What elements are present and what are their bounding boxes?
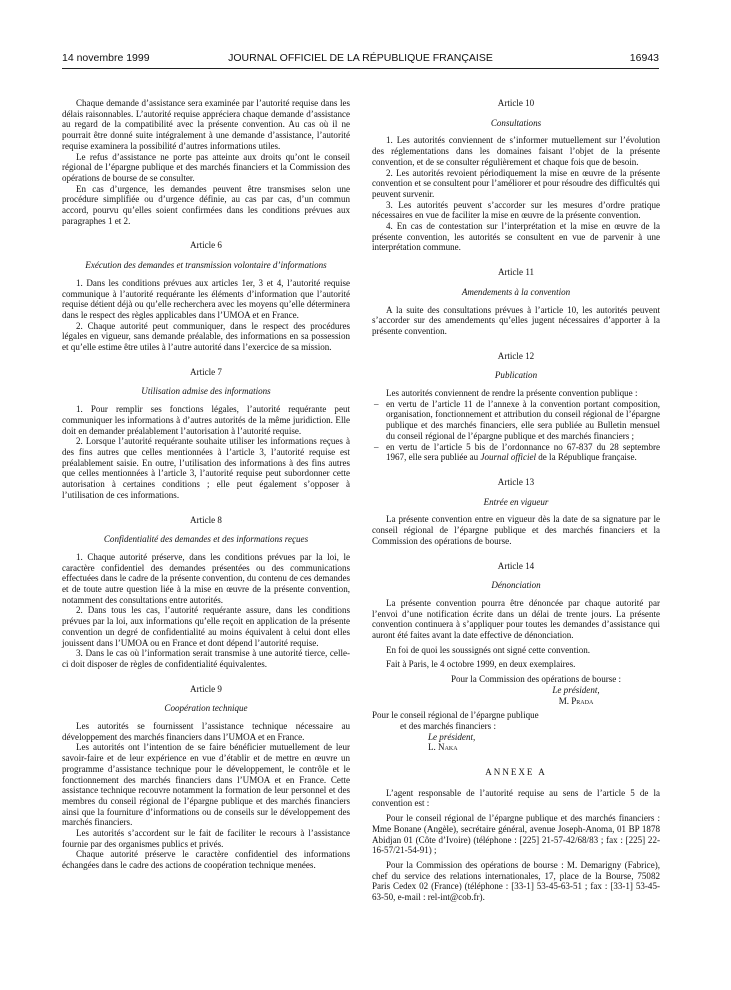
issue-date: 14 novembre 1999	[62, 52, 150, 64]
paragraph: Fait à Paris, le 4 octobre 1999, en deux exemplaires.	[386, 659, 576, 670]
paragraph: 3. Dans le cas où l’information serait transmise à une autorité tierce, celle-ci doit disposer de règles de confidentialité équivalentes.	[62, 648, 350, 669]
article-8-subtitle: Confidentialité des demandes et des informations reçues	[103, 534, 309, 545]
paragraph: 1. Dans les conditions prévues aux articles 1er, 3 et 4, l’autorité requise communique à l’autorité requérante les éléments d’information que l’autorité requise détient déjà ou qu’elle recherchera avec les moyens qu’elle déterminera dans le respect des règles applicables dans l’UMOA et en France.	[62, 277, 350, 320]
cob-signature-name: M. Prada	[558, 695, 594, 706]
paragraph: 2. Lorsque l’autorité requérante souhaite utiliser les informations reçues à des fins autres que celles mentionnées à l’article 3, l’autorité requise est préalablement saisie. En outre, l’utilisation des informations à des fins autres que celles mentionnées à l’article 3, l’autorité requise peut subordonner cette autorisation à certaines conditions ; elle peut également s’opposer à l’utilisation de ces informations.	[62, 436, 350, 500]
paragraph: 1. Chaque autorité préserve, dans les conditions prévues par la loi, le caractère confidentiel des demandes présentées ou des communications effectuées dans le cadre de la présente convention, du contenu de ces demandes et de toute autre question liée à la mise en œuvre de la présente convention, notamment des consultations entre autorités.	[62, 551, 350, 605]
cob-signature-for: Pour la Commission des opérations de bourse :	[450, 674, 622, 685]
crep-signature-for: Pour le conseil régional de l’épargne publique	[372, 710, 539, 721]
article-11-subtitle: Amendements à la convention	[461, 286, 571, 297]
article-7-heading: Article 7	[190, 366, 222, 377]
article-10-subtitle: Consultations	[490, 117, 542, 128]
right-column	[372, 98, 660, 903]
paragraph: Les autorités conviennent de rendre la présente convention publique :	[386, 388, 638, 399]
article-9-subtitle: Coopération technique	[164, 703, 248, 714]
paragraph: L’agent responsable de l’autorité requise au sens de l’article 5 de la convention est :	[372, 787, 660, 809]
article-10-heading: Article 10	[497, 98, 535, 108]
paragraph: La présente convention entre en vigueur dès la date de sa signature par le conseil régional de l’épargne publique et des marchés financiers et la Commission des opérations de bourse.	[372, 514, 660, 546]
article-14-heading: Article 14	[497, 560, 535, 571]
crep-signature-name: L. Naka	[428, 742, 458, 753]
list-item-text: en vertu de l’article 5 bis de l’ordonnance no 67-837 du 28 septembre 1967, elle sera publiée au	[386, 441, 660, 463]
journal-officiel-mention: Journal officiel	[480, 452, 536, 463]
paragraph: Le refus d’assistance ne porte pas atteinte aux droits qu’ont le conseil régional de l’épargne publique et des marchés financiers et la Commission des opérations de bourse de se consulter.	[62, 151, 350, 183]
paragraph: En cas d’urgence, les demandes peuvent être transmises selon une procédure simplifiée ou d’urgence définie, au cas par cas, d’un commun accord, pourvu qu’elles soient confirmées dans les conditions prévues aux paragraphes 1 et 2.	[62, 183, 350, 226]
paragraph: Chaque autorité préserve le caractère confidentiel des informations échangées dans le cadre des actions de coopération technique menées.	[62, 849, 350, 871]
article-8-heading: Article 8	[190, 514, 222, 525]
paragraph: 1. Pour remplir ses fonctions légales, l’autorité requérante peut communiquer les informations à d’autres autorités de la même juridiction. Elle doit en demander préalablement l’autorisation à l’autorité requise.	[62, 404, 350, 436]
paragraph: 2. Dans tous les cas, l’autorité requérante assure, dans les conditions prévues par la loi, aux informations qu’elle reçoit en application de la présente convention un degré de confidentialité au moins équivalent à celui dont elles jouissent dans l’UMOA ou en France et dont dépend l’autorité requise.	[62, 605, 350, 648]
list-item	[372, 442, 660, 463]
page-number: 16943	[629, 52, 659, 64]
paragraph: Les autorités ont l’intention de se faire bénéficier mutuellement de leur savoir-faire et de leur expérience en vue d’établir et de mettre en œuvre un programme d’assistance technique pour le développement, le contrôle et le fonctionnement des marchés financiers dans l’UMOA et en France. Cette assistance technique recouvre notamment la formation de leur personnel et des membres du conseil régional de l’épargne publique et des marchés financiers ainsi que la fourniture d’informations ou de conseils sur le développement des marchés financiers.	[62, 742, 350, 828]
paragraph: Chaque demande d’assistance sera examinée par l’autorité requise dans les délais raisonnables. L’autorité requise appréciera chaque demande d’assistance au regard de la compatibilité avec la présente convention. Au cas où il ne pourrait être donné suite intégralement à une demande d’assistance, l’autorité requise examinera la possibilité d’autres informations utiles.	[62, 98, 350, 151]
article-6-heading: Article 6	[190, 240, 222, 251]
paragraph: 2. Les autorités revoient périodiquement la mise en œuvre de la présente convention et se consultent pour l’améliorer et pour résoudre des difficultés qui peuvent survenir.	[372, 167, 660, 199]
publication-list	[372, 399, 660, 463]
paragraph: 1. Les autorités conviennent de s’informer mutuellement sur l’évolution des réglementations dans les domaines faisant l’objet de la présente convention, et de se consulter régulièrement et chaque fois que de besoin.	[372, 135, 660, 167]
paragraph: A la suite des consultations prévues à l’article 10, les autorités peuvent s’accorder sur des amendements qu’elles jugent nécessaires d’apporter à la présente convention.	[372, 304, 660, 336]
article-12-subtitle: Publication	[494, 370, 538, 381]
left-column	[62, 98, 350, 871]
paragraph: 4. En cas de contestation sur l’interprétation et la mise en œuvre de la présente convention, les autorités se consultent en vue de parvenir à une interprétation commune.	[372, 221, 660, 253]
article-11-heading: Article 11	[497, 267, 535, 278]
paragraph: En foi de quoi les soussignés ont signé cette convention.	[386, 644, 591, 655]
paragraph: Les autorités se fournissent l’assistance technique nécessaire au développement des marchés financiers dans l’UMOA et en France.	[62, 721, 350, 742]
paragraph: 3. Les autorités peuvent s’accorder sur les mesures d’ordre pratique nécessaires en vue de faciliter la mise en œuvre de la présente convention.	[372, 199, 660, 221]
article-7-subtitle: Utilisation admise des informations	[141, 386, 271, 397]
cob-signature-role: Le président,	[552, 684, 600, 695]
article-13-heading: Article 13	[497, 476, 535, 487]
journal-title: JOURNAL OFFICIEL DE LA RÉPUBLIQUE FRANÇAISE	[228, 52, 493, 64]
list-item-text: de la République française.	[536, 452, 637, 463]
article-9-heading: Article 9	[190, 683, 222, 694]
article-14-subtitle: Dénonciation	[491, 580, 541, 591]
annex-heading: ANNEXE A	[485, 767, 547, 778]
paragraph: Pour le conseil régional de l’épargne publique et des marchés financiers : Mme Bonane (Angèle), secrétaire général, avenue Joseph-Anoma, 01 BP 1878 Abidjan 01 (Côte d’Ivoire) (téléphone : [225] 21-57-42/68/83 ; fax : [225] 22-16-57/21-54-91) ;	[372, 813, 660, 856]
paragraph: 2. Chaque autorité peut communiquer, dans le respect des procédures légales en vigueur, sans demande préalable, des informations en sa possession et qu’elle estime être utiles à l’autre autorité dans l’exercice de sa mission.	[62, 320, 350, 353]
crep-signature-for: et des marchés financiers :	[400, 720, 496, 731]
paragraph: Pour la Commission des opérations de bourse : M. Demarigny (Fabrice), chef du service des relations internationales, 17, place de la Bourse, 75082 Paris Cedex 02 (France) (téléphone : [33-1] 53-45-63-51 ; fax : [33-1] 53-45-63-50, e-mail : rel-int@cob.fr).	[372, 859, 660, 903]
article-12-heading: Article 12	[497, 350, 535, 361]
list-item: – en vertu de l’article 11 de l’annexe à la convention portant composition, organisation, fonctionnement et attribution du conseil régional de l’épargne publique et des marchés financiers, elle sera publiée au Bulletin mensuel du conseil régional de l’épargne publique et des marchés financiers ;	[372, 399, 660, 442]
article-13-subtitle: Entrée en vigueur	[483, 496, 549, 507]
article-6-subtitle: Exécution des demandes et transmission volontaire d’informations	[85, 260, 327, 271]
page-header	[62, 52, 659, 66]
crep-signature-role: Le président,	[428, 731, 476, 742]
paragraph: La présente convention pourra être dénoncée par chaque autorité par l’envoi d’une notification écrite dans un délai de trente jours. La présente convention continuera à s’appliquer pour toutes les demandes d’assistance qui auront été faites avant la date effective de dénonciation.	[372, 597, 660, 641]
paragraph: Les autorités s’accordent sur le fait de faciliter le recours à l’assistance fournie par des organismes publics et privés.	[62, 828, 350, 849]
header-rule	[62, 68, 659, 69]
